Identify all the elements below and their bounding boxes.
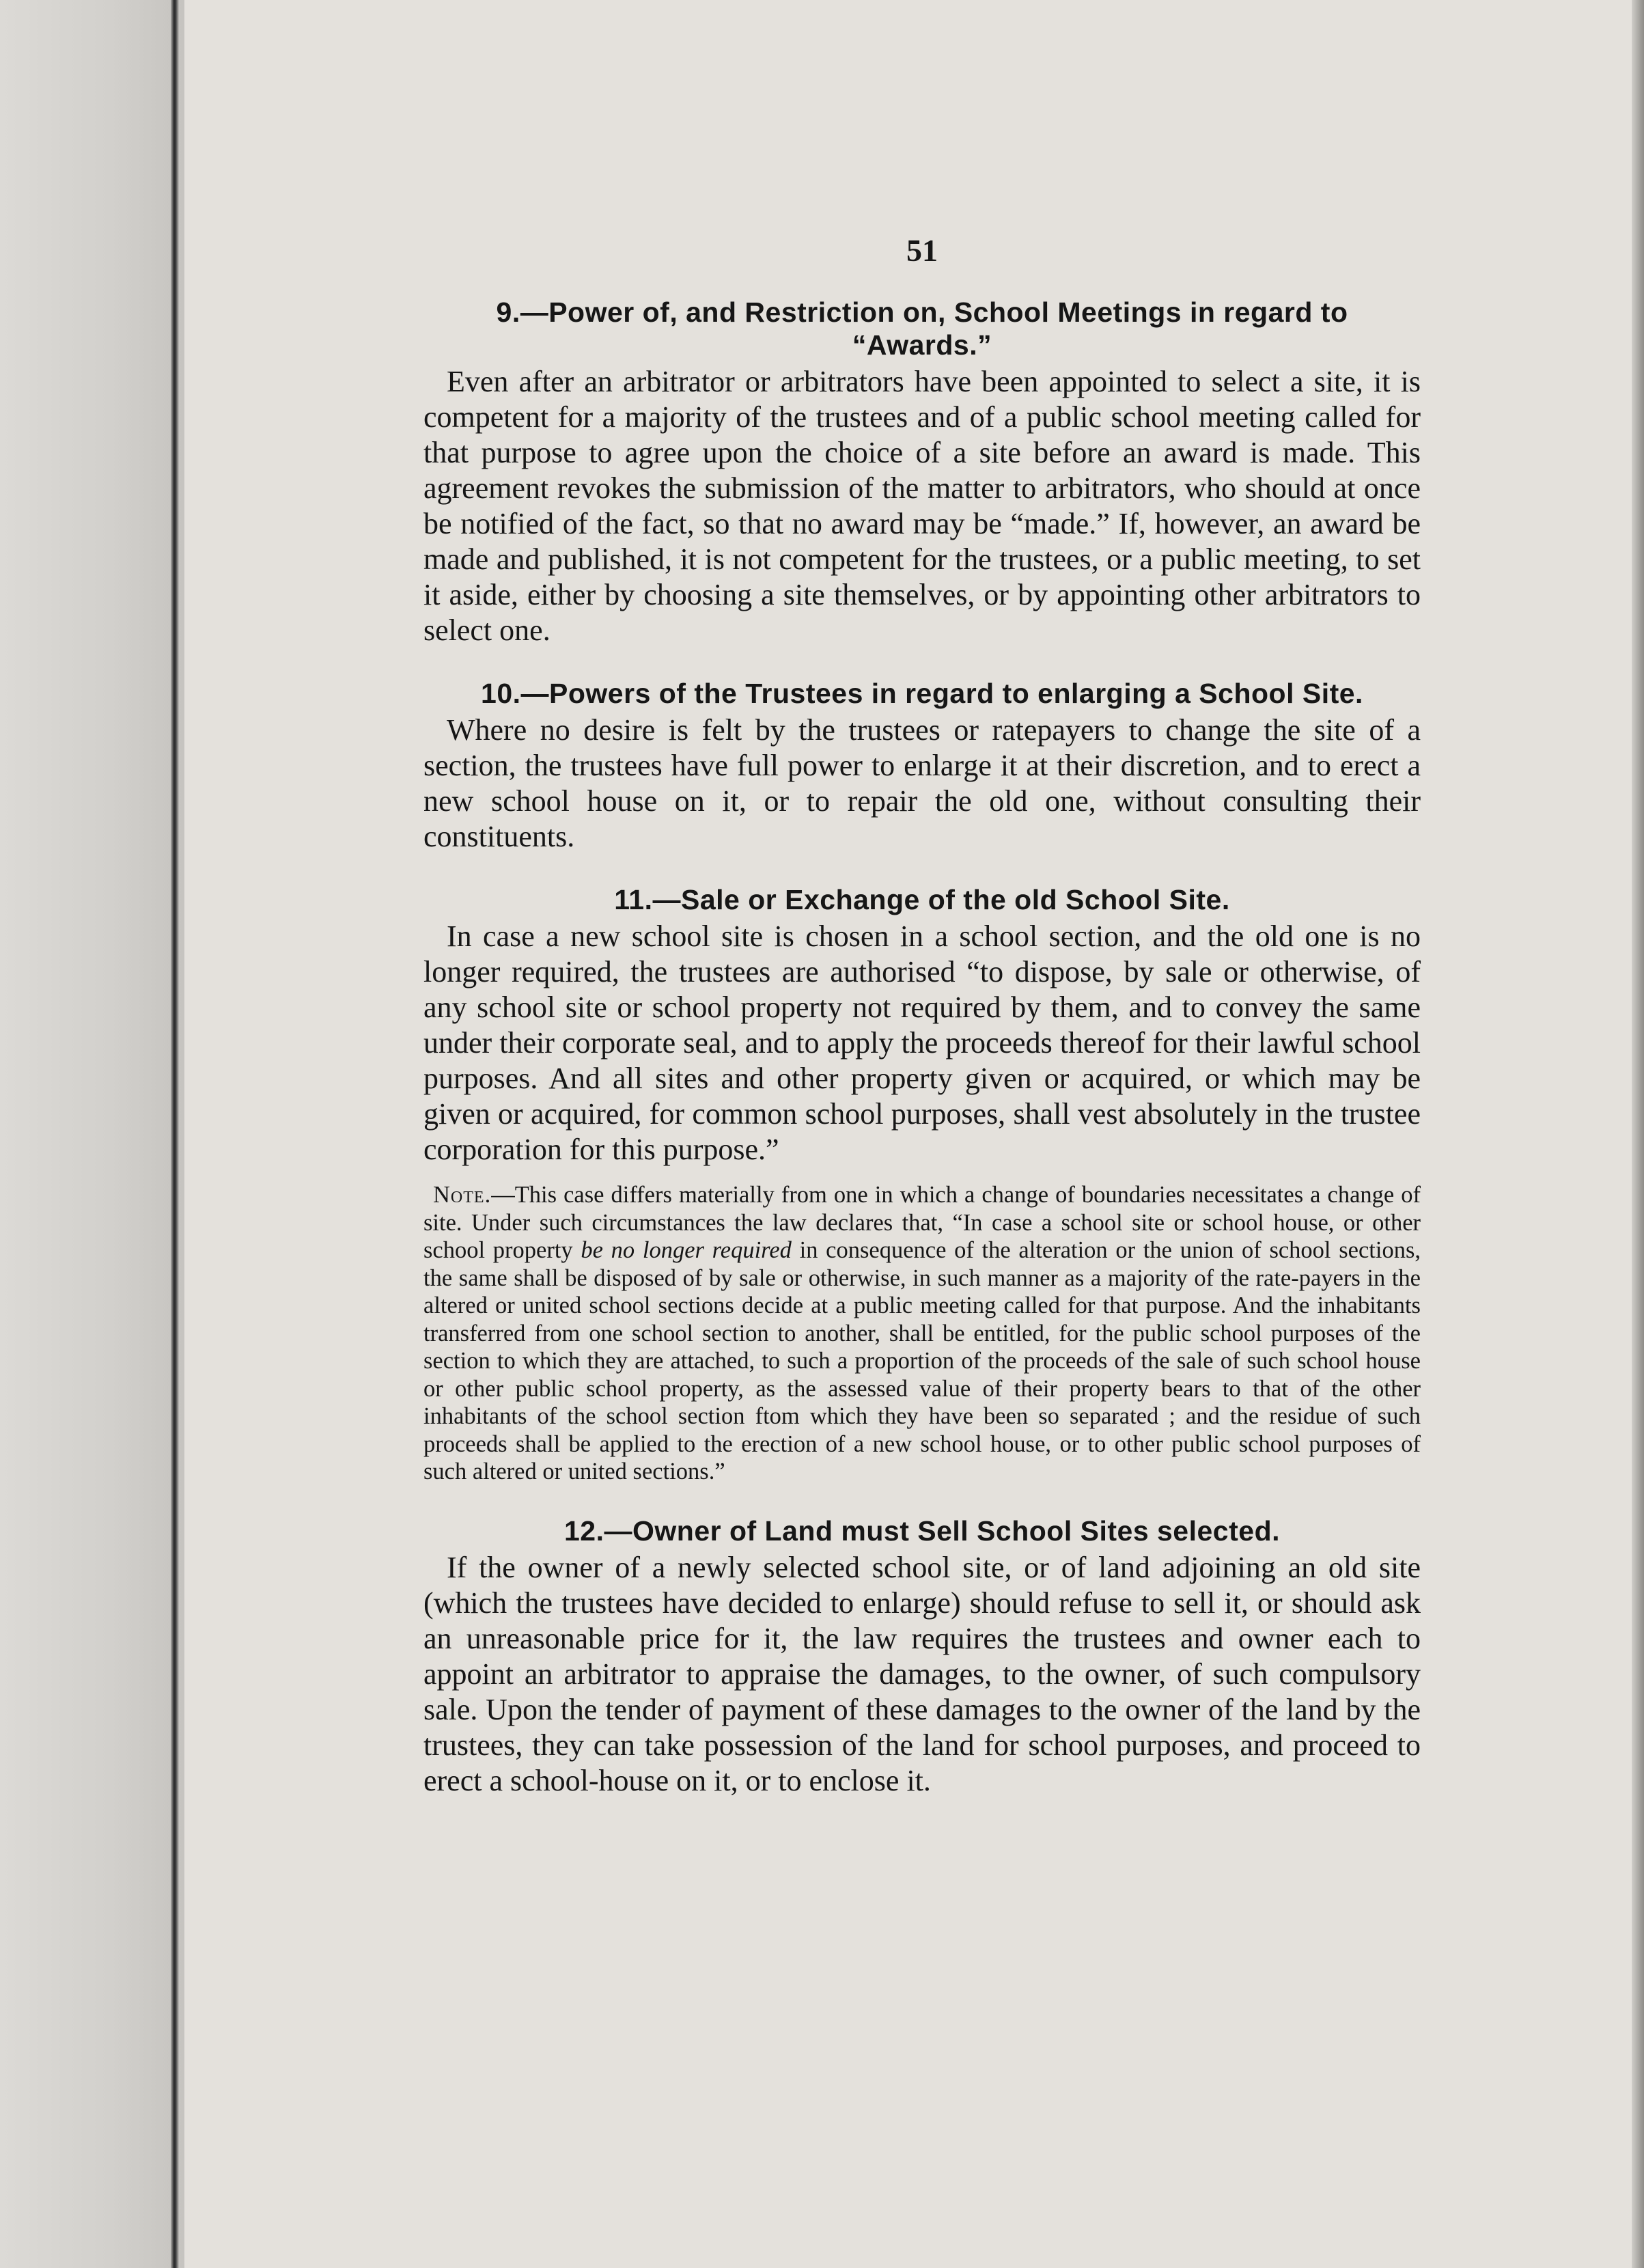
- page-content: [423, 232, 1421, 1827]
- section-12: [423, 1515, 1421, 1799]
- section-heading: 11.—Sale or Exchange of the old School Site.: [614, 884, 1230, 915]
- section-9: [423, 296, 1421, 648]
- section-11: [423, 883, 1421, 1486]
- section-body: If the owner of a newly selected school site, or of land adjoining an old site (which the trustees have decided to enlarge) should refuse to sell it, or should ask an unreasonable price for it, the law requires the trustees and owner each to appoint an arbitrator to appraise the damages, to the owner, of such compulsory sale. Upon the tender of payment of these damages to the owner of the land by the trustees, they can take possession of the land for school purposes, and proceed to erect a school-house on it, or to enclose it.: [423, 1550, 1421, 1797]
- section-heading: 10.—Powers of the Trustees in regard to enlarging a School Site.: [481, 678, 1363, 709]
- section-heading: 9.—Power of, and Restriction on, School Meetings in regard to “Awards.”: [496, 296, 1348, 361]
- note-text: —This case differs materially from one in which a change of boundaries necessitates a change of site. Under such circumstances the law declares that, “In case a school site or school house, or other school property: [423, 1182, 1421, 1263]
- page-edge: [1632, 0, 1644, 2268]
- note-italic-text: be no longer required: [581, 1237, 792, 1263]
- note-text: in consequence of the alteration or the union of school sections, the same shall be disposed of by sale or otherwise, in such manner as a majority of the rate-payers in the altered or united school sections decide at a public meeting called for that purpose. And the inhabitants transferred from one school section to another, shall be entitled, for the public school purposes of the section to which they are attached, to such a proportion of the proceeds of the sale of such school house or other public school property, as the assessed value of their property bears to that of the other inhabitants of the school section ftom which they have been so separated ; and the residue of such proceeds shall be applied to the erection of a new school house, or to other public school purposes of such altered or united sections.”: [423, 1237, 1421, 1484]
- section-body: In case a new school site is chosen in a school section, and the old one is no longer required, the trustees are authorised “to dispose, by sale or otherwise, of any school site or school property not required by them, and to convey the same under their corporate seal, and to apply the proceeds thereof for their lawful school purposes. And all sites and other property given or acquired, or which may be given or acquired, for common school purposes, shall vest absolutely in the trustee corporation for this purpose.”: [423, 919, 1421, 1166]
- section-10: [423, 677, 1421, 855]
- page-number: 51: [906, 233, 938, 268]
- gutter-line: [171, 0, 179, 2268]
- section-body: Even after an arbitrator or arbitrators have been appointed to select a site, it is competent for a majority of the trustees and of a public school meeting called for that purpose to agree upon the choice of a site before an award is made. This agreement revokes the submission of the matter to arbitrators, who should at once be notified of the fact, so that no award may be “made.” If, however, an award be made and published, it is not competent for the trustees, or a public meeting, to set it aside, either by choosing a site themselves, or by appointing other arbitrators to select one.: [423, 365, 1421, 647]
- section-heading: 12.—Owner of Land must Sell School Sites selected.: [564, 1515, 1280, 1547]
- note-label: Note.: [433, 1182, 492, 1208]
- note-paragraph: [423, 1181, 1421, 1486]
- book-spine-shadow: [0, 0, 184, 2268]
- section-body: Where no desire is felt by the trustees or ratepayers to change the site of a section, the trustees have full power to enlarge it at their discretion, and to erect a new school house on it, or to repair the old one, without consulting their constituents.: [423, 713, 1421, 853]
